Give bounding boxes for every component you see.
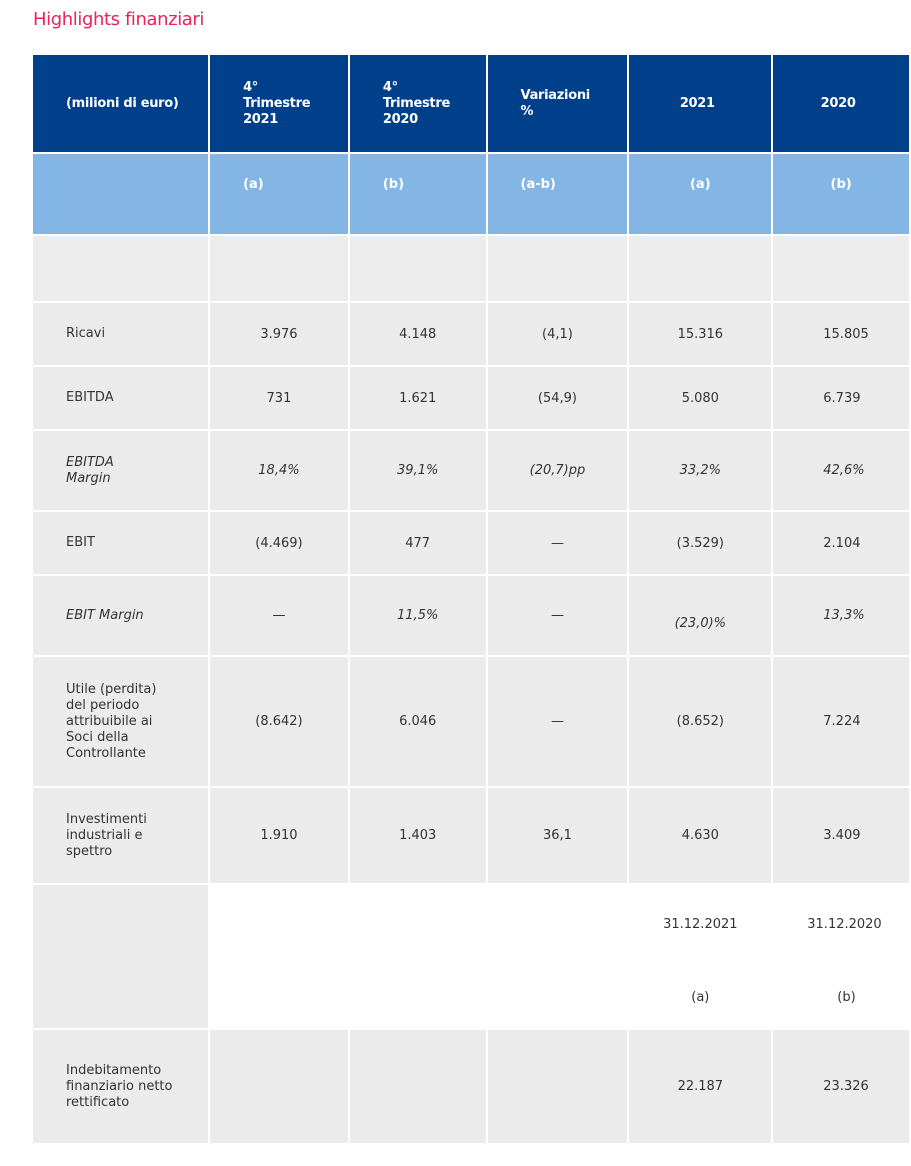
balance-letter-b: (b) [773, 966, 909, 1028]
balance-date-row [33, 885, 909, 964]
empty-cell [210, 1030, 348, 1143]
table-cell: (54,9) [488, 367, 628, 429]
table-cell: 22.187 [629, 1030, 771, 1143]
row-label: Utile (perdita) del periodo attribuibile ai Soci della Controllante [33, 657, 208, 786]
table-cell: 39,1% [350, 431, 486, 510]
balance-letter-a: (a) [629, 966, 771, 1028]
empty-cell [350, 1030, 486, 1143]
empty-cell [488, 885, 628, 964]
table-cell: 36,1 [488, 788, 628, 883]
table-subheader-row [33, 154, 909, 234]
subheader-cell: (a-b) [488, 154, 628, 234]
table-cell: — [210, 576, 348, 655]
table-cell: 13,3% [773, 576, 909, 655]
row-label: Ricavi [33, 303, 208, 365]
table-cell: (8.642) [210, 657, 348, 786]
header-q4-2021: 4° Trimestre 2021 [210, 55, 348, 152]
empty-cell [350, 966, 486, 1028]
table-cell: 6.046 [350, 657, 486, 786]
table-cell: (4.469) [210, 512, 348, 574]
table-cell: (23,0)% [629, 576, 771, 655]
balance-date-2020: 31.12.2020 [773, 885, 909, 964]
table-header-row [33, 55, 909, 152]
table-cell: 11,5% [350, 576, 486, 655]
subheader-cell: (a) [629, 154, 771, 234]
row-label: EBITDA [33, 367, 208, 429]
table-cell: 1.403 [350, 788, 486, 883]
table-cell: 731 [210, 367, 348, 429]
table-cell: 2.104 [773, 512, 909, 574]
header-2021: 2021 [629, 55, 771, 152]
subheader-cell: (a) [210, 154, 348, 234]
table-cell: 4.630 [629, 788, 771, 883]
table-cell: (3.529) [629, 512, 771, 574]
table-cell: (8.652) [629, 657, 771, 786]
row-label: EBIT Margin [33, 576, 208, 655]
table-row [33, 303, 909, 365]
header-2020: 2020 [773, 55, 909, 152]
empty-cell [488, 966, 628, 1028]
table-cell: 15.805 [773, 303, 909, 365]
spacer-row [33, 236, 909, 301]
subheader-cell: (b) [773, 154, 909, 234]
table-cell: 23.326 [773, 1030, 909, 1143]
row-label: Indebitamento finanziario netto rettificato [33, 1030, 208, 1143]
empty-cell [488, 1030, 628, 1143]
table-cell: 42,6% [773, 431, 909, 510]
header-change-percent: Variazioni % [488, 55, 628, 152]
table-cell: 33,2% [629, 431, 771, 510]
table-row [33, 512, 909, 574]
table-cell: 3.976 [210, 303, 348, 365]
row-label: EBITDA Margin [33, 431, 208, 510]
table-row [33, 1030, 909, 1143]
row-label: Investimenti industriali e spettro [33, 788, 208, 883]
table-cell: — [488, 512, 628, 574]
table-row [33, 431, 909, 510]
row-label: EBIT [33, 512, 208, 574]
table-cell: 1.621 [350, 367, 486, 429]
empty-cell [350, 885, 486, 964]
table-cell: 477 [350, 512, 486, 574]
table-cell: 6.739 [773, 367, 909, 429]
financial-highlights-table-container [33, 55, 882, 1152]
header-units: (milioni di euro) [33, 55, 208, 152]
table-row [33, 576, 909, 655]
page-title: Highlights finanziari [33, 9, 205, 30]
table-row [33, 788, 909, 883]
table-row [33, 367, 909, 429]
empty-cell [33, 885, 208, 1028]
table-cell: (20,7)pp [488, 431, 628, 510]
empty-cell [210, 885, 348, 964]
subheader-cell [33, 154, 208, 234]
table-cell: — [488, 576, 628, 655]
subheader-cell: (b) [350, 154, 486, 234]
table-cell: 1.910 [210, 788, 348, 883]
header-q4-2020: 4° Trimestre 2020 [350, 55, 486, 152]
table-row [33, 657, 909, 786]
table-cell: 15.316 [629, 303, 771, 365]
table-cell: 5.080 [629, 367, 771, 429]
table-cell: 4.148 [350, 303, 486, 365]
table-cell: — [488, 657, 628, 786]
table-cell: 18,4% [210, 431, 348, 510]
table-cell: (4,1) [488, 303, 628, 365]
empty-cell [210, 966, 348, 1028]
table-cell: 7.224 [773, 657, 909, 786]
balance-date-2021: 31.12.2021 [629, 885, 771, 964]
financial-highlights-table [31, 53, 911, 1145]
table-cell: 3.409 [773, 788, 909, 883]
